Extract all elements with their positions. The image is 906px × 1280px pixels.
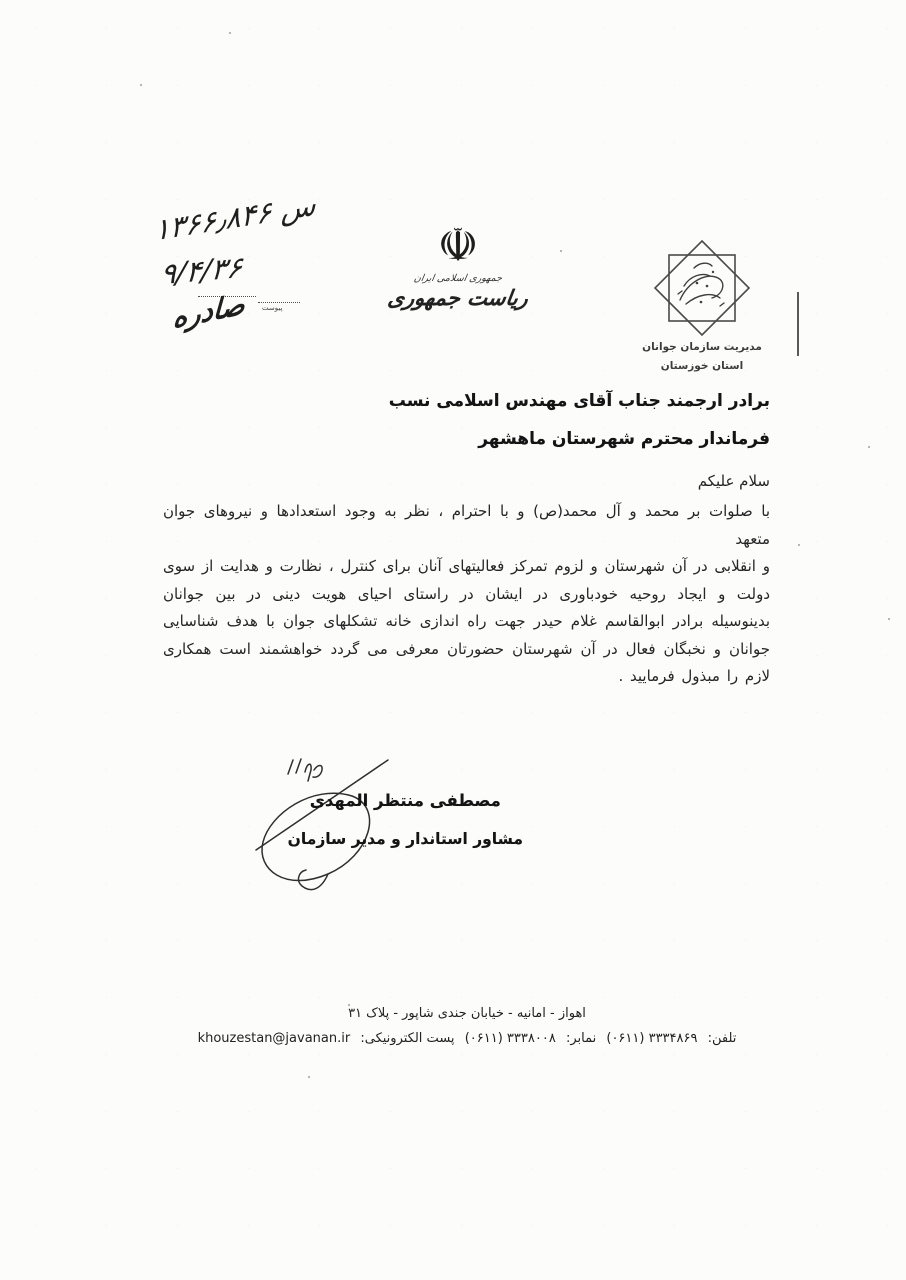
body-line: و انقلابی در آن شهرستان و لزوم تمرکز فعالیتهای آنان برای کنترل ، نظارت و هدایت از سوی [163, 557, 770, 575]
recipient-block [389, 382, 770, 458]
signature-block [288, 786, 523, 862]
phone-number: ۳۳۳۴۸۶۹ (۰۶۱۱) [606, 1031, 698, 1046]
org-name-line2: استان خوزستان [660, 360, 744, 372]
footer-address: اهواز - امانیه - خیابان جندی شاپور - پلاک ۳۱ [348, 1006, 586, 1021]
iran-emblem-icon: ☫ [437, 218, 479, 272]
org-name-line1: مدیریت سازمان جوانان [642, 341, 762, 353]
office-title: ریاست جمهوری [386, 286, 530, 310]
greeting: سلام علیکم [697, 472, 770, 490]
recipient-title-line: فرماندار محترم شهرستان ماهشهر [478, 429, 770, 449]
handwritten-issued-word: صادره [172, 287, 246, 335]
scan-speck [308, 1076, 310, 1078]
scan-speck [560, 250, 562, 252]
email-address: khouzestan@javanan.ir [197, 1031, 351, 1046]
signer-name: مصطفی منتظر المهدی [309, 791, 501, 810]
fax-number: ۳۳۳۸۰۰۸ (۰۶۱۱) [464, 1031, 556, 1046]
form-dotted-line [258, 302, 300, 303]
body-line: با صلوات بر محمد و آل محمد(ص) و با احترام ، نظر به وجود استعدادها و نیروهای جوان متعهد [163, 502, 770, 548]
organization-letterhead [628, 238, 776, 376]
scan-line-artifact [797, 292, 799, 356]
body-line: بدینوسیله برادر ابوالقاسم غلام حیدر جهت راه اندازی خانه تشکلهای جوان با هدف شناسایی [163, 612, 770, 630]
scan-speck [140, 84, 142, 86]
handwritten-registration-note [140, 187, 370, 355]
scan-speck [888, 618, 890, 620]
email-label: پست الکترونیکی: [360, 1031, 455, 1046]
letter-footer [28, 1002, 906, 1052]
country-title: جمهوری اسلامی ایران [412, 273, 504, 284]
attachment-label: پیوست [262, 304, 283, 312]
scan-speck [798, 544, 800, 546]
eight-point-star-icon [650, 238, 754, 338]
letter-body [163, 468, 770, 691]
recipient-name-line: برادر ارجمند جناب آقای مهندس اسلامی نسب [388, 391, 770, 411]
scan-speck [229, 32, 231, 34]
body-line: دولت و ایجاد روحیه خودباوری در ایشان در راستای احیای هویت دینی در بین جوانان [163, 584, 770, 603]
phone-label: تلفن: [707, 1031, 737, 1046]
body-line: جوانان و نخبگان فعال در آن شهرستان حضورتان معرفی می گردد خواهشمند است همکاری [163, 639, 770, 658]
scan-speck [868, 446, 870, 448]
signer-title: مشاور استاندار و مدیر سازمان [287, 830, 523, 848]
body-line: لازم را مبذول فرمایید . [618, 667, 770, 685]
government-letterhead [378, 218, 538, 310]
fax-label: نمابر: [565, 1031, 597, 1046]
footer-contact [28, 1026, 906, 1052]
handwritten-number: س ۱۳۶۶٫۸۴۶ [154, 187, 316, 248]
handwritten-date: ۹/۴/۳۶ [158, 249, 244, 292]
